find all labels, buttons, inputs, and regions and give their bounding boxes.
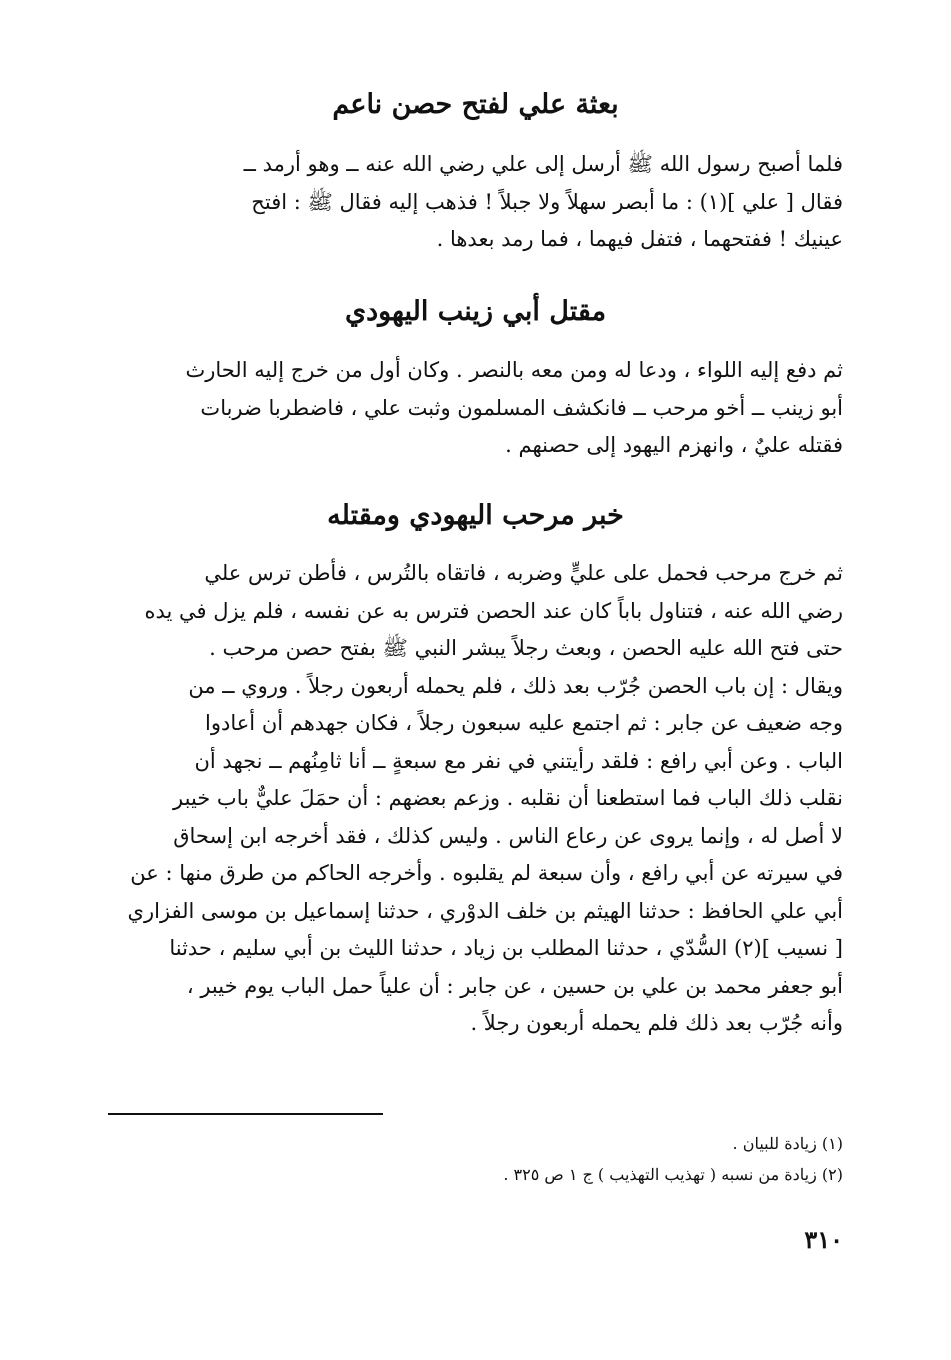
text-line: فلما أصبح رسول الله ﷺ أرسل إلى علي رضي الله عنه ــ وهو أرمد ــ <box>243 152 843 176</box>
text-line: ثم دفع إليه اللواء ، ودعا له ومن معه بالنصر . وكان أول من خرج إليه الحارث <box>185 358 843 382</box>
section-heading: مقتل أبي زينب اليهودي <box>344 296 607 327</box>
paragraph <box>108 555 843 1043</box>
text-line: أبو زينب ــ أخو مرحب ــ فانكشف المسلمون وثبت علي ، فاضطربا ضربات <box>200 395 843 420</box>
footnote-divider <box>108 1113 383 1115</box>
text-line: ثم خرج مرحب فحمل على عليٍّ وضربه ، فاتقاه بالتُرس ، فأطن ترس علي <box>204 561 843 585</box>
footnotes <box>108 1128 843 1190</box>
paragraph <box>108 146 843 259</box>
text-line: وجه ضعيف عن جابر : ثم اجتمع عليه سبعون رجلاً ، فكان جهدهم أن أعادوا <box>205 711 843 735</box>
text-line: أبو جعفر محمد بن علي بن حسين ، عن جابر : أن علياً حمل الباب يوم خيبر ، <box>186 973 843 998</box>
paragraph <box>108 352 843 465</box>
text-line: ويقال : إن باب الحصن جُرّب بعد ذلك ، فلم يحمله أربعون رجلاً . وروي ــ من <box>188 673 843 698</box>
section-heading: خبر مرحب اليهودي ومقتله <box>327 500 624 531</box>
text-line: [ نسيب ](٢) السُّدّي ، حدثنا المطلب بن زياد ، حدثنا الليث بن أبي سليم ، حدثنا <box>169 936 843 960</box>
page-number: ٣١٠ <box>804 1225 843 1254</box>
footnote: (١) زيادة للبيان . <box>732 1134 843 1153</box>
footnote: (٢) زيادة من نسبه ( تهذيب التهذيب ) ج ١ ص ٣٢٥ . <box>503 1165 843 1184</box>
text-line: فقتله عليٌ ، وانهزم اليهود إلى حصنهم . <box>505 433 843 457</box>
text-line: رضي الله عنه ، فتناول باباً كان عند الحصن فترس به عن نفسه ، فلم يزل في يده <box>144 598 843 623</box>
text-line: فقال [ علي ](١) : ما أبصر سهلاً ولا جبلاً ! فذهب إليه فقال ﷺ : افتح <box>251 189 843 214</box>
text-line: أبي علي الحافظ : حدثنا الهيثم بن خلف الدوْري ، حدثنا إسماعيل بن موسى الفزاري <box>127 898 843 923</box>
text-line: حتى فتح الله عليه الحصن ، وبعث رجلاً يبشر النبي ﷺ بفتح حصن مرحب . <box>209 636 843 660</box>
text-line: وأنه جُرّب بعد ذلك فلم يحمله أربعون رجلاً . <box>470 1011 843 1035</box>
text-line: عينيك ! ففتحهما ، فتفل فيهما ، فما رمد بعدها . <box>436 227 843 251</box>
text-line: لا أصل له ، وإنما يروى عن رعاع الناس . وليس كذلك ، فقد أخرجه ابن إسحاق <box>173 823 843 848</box>
section-heading: بعثة علي لفتح حصن ناعم <box>332 89 619 120</box>
text-line: في سيرته عن أبي رافع ، وأن سبعة لم يقلبوه . وأخرجه الحاكم من طرق منها : عن <box>130 861 843 885</box>
text-line: نقلب ذلك الباب فما استطعنا أن نقلبه . وزعم بعضهم : أن حمَلَ عليٌّ باب خيبر <box>173 786 843 810</box>
text-line: الباب . وعن أبي رافع : فلقد رأيتني في نفر مع سبعةٍ ــ أنا ثامِنُهم ــ نجهد أن <box>194 748 843 773</box>
